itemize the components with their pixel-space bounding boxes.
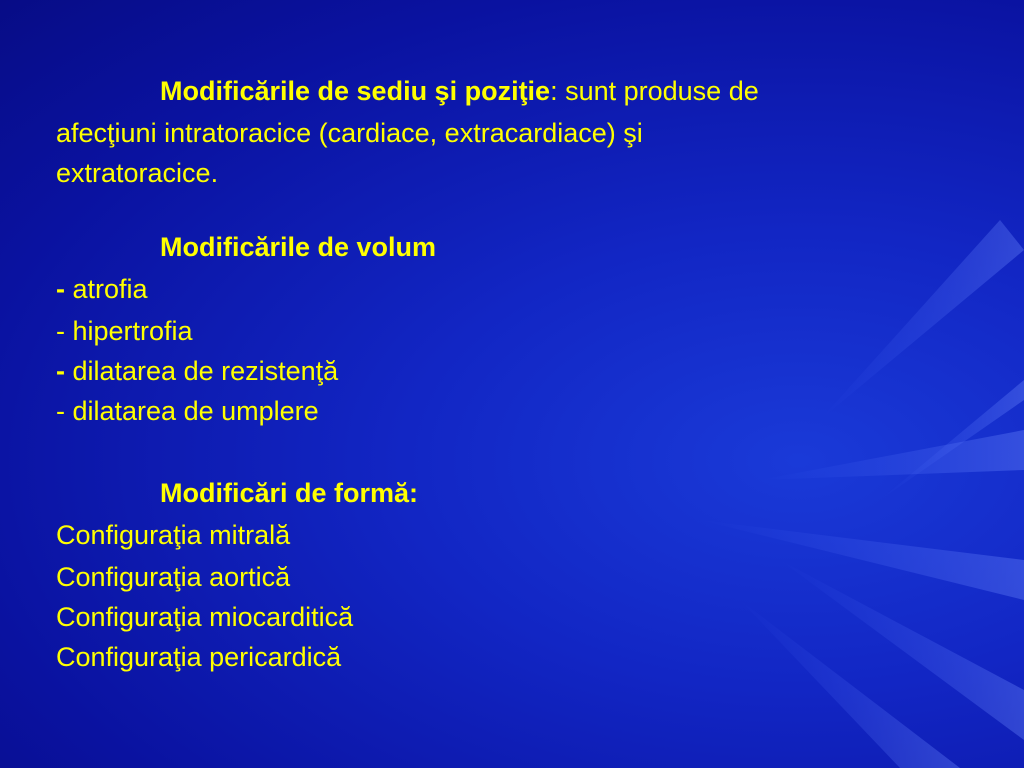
list-item-text: atrofia [65, 274, 148, 304]
list-dash: - [56, 356, 65, 386]
volume-list-item [56, 268, 148, 310]
list-dash: - [56, 396, 65, 426]
volume-list-item [56, 350, 338, 392]
section-shape-heading: Modificări de formă: [160, 478, 419, 508]
shape-list-item: Configuraţia aortică [56, 562, 291, 592]
section-position-text-line-2: afecţiuni intratoracice (cardiace, extracardiace) şi [56, 118, 643, 148]
list-item-text: hipertrofia [65, 316, 193, 346]
volume-list-item [56, 310, 193, 352]
shape-list-item: Configuraţia mitrală [56, 520, 291, 550]
list-item-text: dilatarea de rezistenţă [65, 356, 339, 386]
section-position-heading: Modificările de sediu şi poziţie [160, 76, 551, 106]
shape-list-item: Configuraţia miocarditică [56, 602, 354, 632]
section-position-heading-line [160, 70, 759, 112]
list-dash: - [56, 316, 65, 346]
list-item-text: dilatarea de umplere [65, 396, 319, 426]
list-dash: - [56, 274, 65, 304]
section-volume-heading: Modificările de volum [160, 232, 437, 262]
shape-list-item: Configuraţia pericardică [56, 642, 342, 672]
section-position-heading-suffix: : sunt produse de [550, 76, 759, 106]
section-position-text-line-3: extratoracice. [56, 158, 219, 188]
volume-list-item [56, 390, 319, 432]
